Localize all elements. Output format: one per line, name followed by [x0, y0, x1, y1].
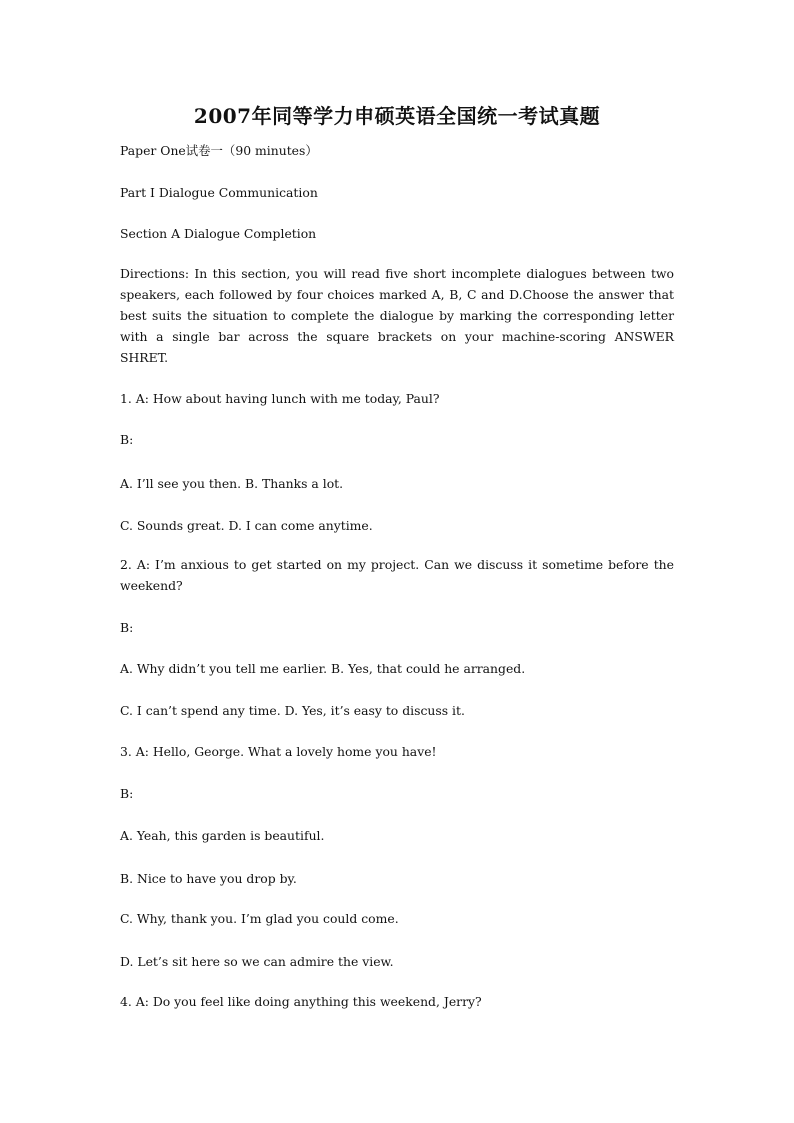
page-title: 2007年同等学力申硕英语全国统一考试真题 [193, 104, 601, 128]
question-3-answer-b: B: [120, 786, 134, 801]
paper-heading: Paper One试卷一（90 minutes） [120, 143, 318, 158]
question-3-option-c: C. Why, thank you. I’m glad you could come. [120, 911, 399, 926]
section-heading: Section A Dialogue Completion [120, 226, 317, 241]
question-3-prompt: 3. A: Hello, George. What a lovely home you have! [120, 744, 437, 759]
question-1-answer-b: B: [120, 432, 134, 447]
question-1-options-ab: A. I’ll see you then. B. Thanks a lot. [120, 476, 344, 491]
question-3-option-a: A. Yeah, this garden is beautiful. [120, 828, 325, 843]
question-2-prompt: 2. A: I’m anxious to get started on my project. Can we discuss it sometime before the weekend? [120, 557, 674, 593]
question-4-prompt: 4. A: Do you feel like doing anything this weekend, Jerry? [120, 994, 482, 1009]
question-1-options-cd: C. Sounds great. D. I can come anytime. [120, 518, 373, 533]
directions-paragraph: Directions: In this section, you will read five short incomplete dialogues between two speakers, each followed by four choices marked A, B, C and D.Choose the answer that best suits the situation to complete the dialogue by marking the corresponding letter with a single bar across the square brackets on your machine-scoring ANSWER SHRET. [120, 266, 674, 365]
question-2-options-cd: C. I can’t spend any time. D. Yes, it’s easy to discuss it. [120, 703, 465, 718]
question-1-prompt: 1. A: How about having lunch with me today, Paul? [120, 391, 440, 406]
question-2-answer-b: B: [120, 620, 134, 635]
question-2-options-ab: A. Why didn’t you tell me earlier. B. Yes, that could he arranged. [120, 661, 526, 676]
question-3-option-b: B. Nice to have you drop by. [120, 871, 297, 886]
question-3-option-d: D. Let’s sit here so we can admire the view. [120, 954, 394, 969]
part-heading: Part Ⅰ Dialogue Communication [120, 185, 318, 200]
